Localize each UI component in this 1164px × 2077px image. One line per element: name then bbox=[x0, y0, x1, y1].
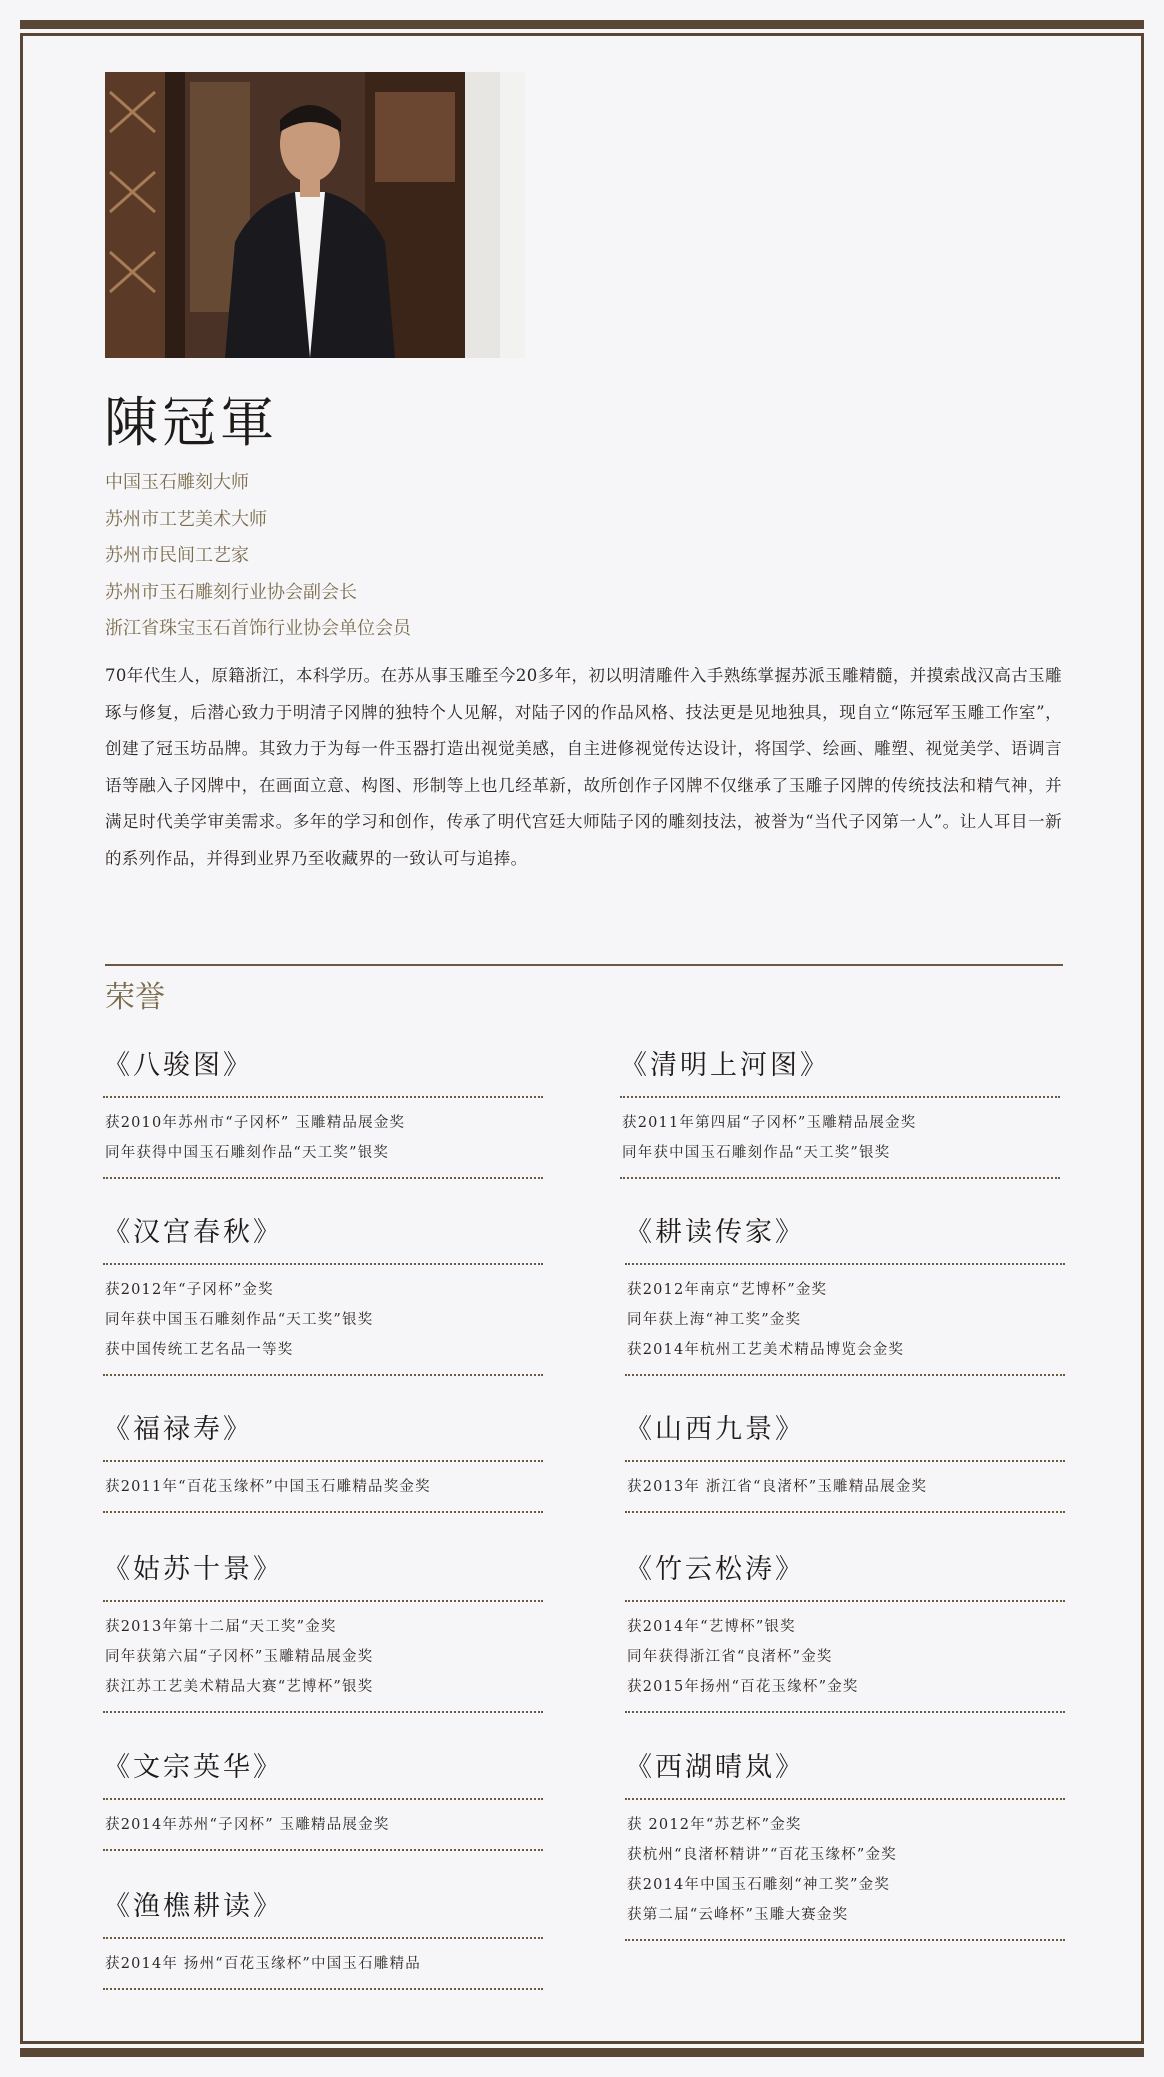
award-line: 获2014年杭州工艺美术精品博览会金奖 bbox=[627, 1342, 905, 1358]
award-title: 《姑苏十景》 bbox=[103, 1554, 283, 1585]
award-line: 获2010年苏州市“子冈杯” 玉雕精品展金奖 bbox=[105, 1115, 406, 1131]
award-title: 《清明上河图》 bbox=[620, 1050, 830, 1081]
section-divider bbox=[105, 964, 1063, 966]
award-line: 获2014年苏州“子冈杯” 玉雕精品展金奖 bbox=[105, 1817, 390, 1833]
award-card bbox=[625, 1412, 1065, 1513]
award-lines bbox=[103, 1460, 543, 1513]
honors-heading: 荣誉 bbox=[105, 980, 165, 1015]
award-lines bbox=[625, 1460, 1065, 1513]
award-lines bbox=[620, 1096, 1060, 1179]
title-item: 苏州市民间工艺家 bbox=[105, 545, 249, 566]
award-lines bbox=[625, 1798, 1065, 1941]
award-line: 获2014年“艺博杯”银奖 bbox=[627, 1619, 796, 1635]
award-lines bbox=[103, 1263, 543, 1376]
award-line: 同年获上海“神工奖”金奖 bbox=[627, 1312, 802, 1328]
award-title: 《渔樵耕读》 bbox=[103, 1891, 283, 1922]
award-title: 《汉宫春秋》 bbox=[103, 1217, 283, 1248]
award-lines bbox=[625, 1263, 1065, 1376]
award-lines bbox=[103, 1096, 543, 1179]
artist-name: 陳冠軍 bbox=[104, 391, 278, 454]
award-card bbox=[103, 1048, 543, 1179]
award-title: 《西湖晴岚》 bbox=[625, 1752, 805, 1783]
award-line: 获2012年“子冈杯”金奖 bbox=[105, 1282, 274, 1298]
award-card bbox=[103, 1750, 543, 1851]
award-title: 《八骏图》 bbox=[103, 1050, 253, 1081]
award-line: 同年获中国玉石雕刻作品“天工奖”银奖 bbox=[622, 1145, 891, 1161]
award-card bbox=[625, 1552, 1065, 1713]
title-item: 浙江省珠宝玉石首饰行业协会单位会员 bbox=[105, 618, 411, 639]
artist-titles bbox=[105, 465, 411, 648]
award-card bbox=[103, 1412, 543, 1513]
artist-bio: 70年代生人，原籍浙江，本科学历。在苏从事玉雕至今20多年，初以明清雕件入手熟练掌握苏派玉雕精髓，并摸索战汉高古玉雕琢与修复，后潜心致力于明清子冈牌的独特个人见解，对陆子冈的作品风格、技法更是见地独具，现自立“陈冠军玉雕工作室”，创建了冠玉坊品牌。其致力于为每一件玉器打造出视觉美感，自主进修视觉传达设计，将国学、绘画、雕塑、视觉美学、语调言语等融入子冈牌中，在画面立意、构图、形制等上也几经革新，故所创作子冈牌不仅继承了玉雕子冈牌的传统技法和精气神，并满足时代美学审美需求。多年的学习和创作，传承了明代宫廷大师陆子冈的雕刻技法，被誉为“当代子冈第一人”。让人耳目一新的系列作品，并得到业界乃至收藏界的一致认可与追捧。 bbox=[105, 666, 1062, 868]
award-line: 获第二届“云峰杯”玉雕大赛金奖 bbox=[627, 1907, 849, 1923]
award-line: 获2013年第十二届“天工奖”金奖 bbox=[105, 1619, 337, 1635]
award-card bbox=[103, 1889, 543, 1990]
award-card bbox=[103, 1215, 543, 1376]
award-card bbox=[625, 1750, 1065, 1941]
award-card bbox=[103, 1552, 543, 1713]
award-line: 获2012年南京“艺博杯”金奖 bbox=[627, 1282, 828, 1298]
title-item: 苏州市工艺美术大师 bbox=[105, 508, 267, 530]
award-line: 同年获得中国玉石雕刻作品“天工奖”银奖 bbox=[105, 1145, 390, 1161]
award-line: 获2013年 浙江省“良渚杯”玉雕精品展金奖 bbox=[627, 1479, 928, 1495]
award-lines bbox=[625, 1600, 1065, 1713]
award-lines bbox=[103, 1798, 543, 1851]
award-card bbox=[625, 1215, 1065, 1376]
award-lines bbox=[103, 1937, 543, 1990]
award-line: 同年获中国玉石雕刻作品“天工奖”银奖 bbox=[105, 1312, 374, 1328]
award-line: 获 2012年“苏艺杯”金奖 bbox=[627, 1817, 802, 1833]
award-line: 获2014年 扬州“百花玉缘杯”中国玉石雕精品 bbox=[105, 1956, 421, 1972]
title-item: 中国玉石雕刻大师 bbox=[105, 472, 249, 493]
award-line: 获中国传统工艺名品一等奖 bbox=[105, 1342, 294, 1358]
award-line: 获2014年中国玉石雕刻“神工奖”金奖 bbox=[627, 1877, 891, 1893]
award-line: 获2011年“百花玉缘杯”中国玉石雕精品奖金奖 bbox=[105, 1479, 431, 1495]
award-line: 同年获得浙江省“良渚杯”金奖 bbox=[627, 1649, 833, 1665]
award-title: 《山西九景》 bbox=[625, 1414, 805, 1445]
award-title: 《文宗英华》 bbox=[103, 1752, 283, 1783]
award-title: 《耕读传家》 bbox=[625, 1217, 805, 1248]
award-card bbox=[620, 1048, 1060, 1179]
award-lines bbox=[103, 1600, 543, 1713]
award-line: 获江苏工艺美术精品大赛“艺博杯”银奖 bbox=[105, 1679, 374, 1695]
award-line: 获2011年第四届“子冈杯”玉雕精品展金奖 bbox=[622, 1115, 917, 1131]
award-title: 《福禄寿》 bbox=[103, 1414, 253, 1445]
title-item: 苏州市玉石雕刻行业协会副会长 bbox=[105, 581, 357, 603]
award-line: 同年获第六届“子冈杯”玉雕精品展金奖 bbox=[105, 1649, 374, 1665]
award-title: 《竹云松涛》 bbox=[625, 1554, 805, 1585]
portrait-photo bbox=[105, 72, 525, 358]
award-line: 获杭州“良渚杯精讲”“百花玉缘杯”金奖 bbox=[627, 1847, 897, 1863]
award-line: 获2015年扬州“百花玉缘杯”金奖 bbox=[627, 1679, 859, 1695]
